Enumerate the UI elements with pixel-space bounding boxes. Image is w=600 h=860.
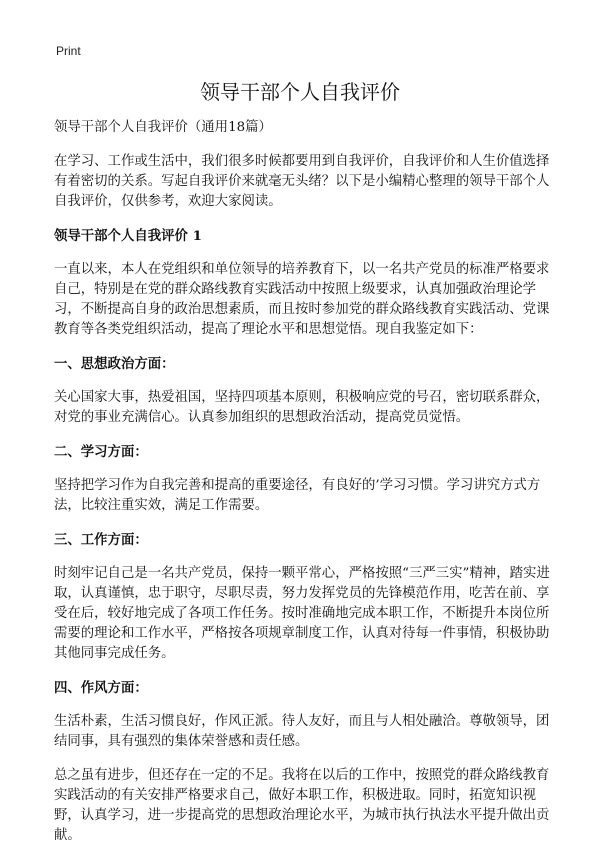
section-intro-paragraph: 一直以来，本人在党组织和单位领导的培养教育下，以一名共产党员的标准严格要求自己，特别是在党的群众路线教育实践活动中按照上级要求，认真加强政治理论学习，不断提高自身的政治思想素质，而且按时参加党的群众路线教育实践活动、党课教育等各类党组织活动，提高了理论水平和思想觉悟。现自我鉴定如下： bbox=[54, 262, 550, 337]
heading-style: 四、作风方面： bbox=[54, 680, 148, 696]
paragraph-summary: 总之虽有进步，但还存在一定的不足。我将在以后的工作中，按照党的群众路线教育实践活动的有关安排严格要求自己，做好本职工作，积极进取。同时，拓宽知识视野，认真学习，进一步提高党的思想政治理论水平，为城市执行执法水平提升做出贡献。 bbox=[54, 768, 550, 843]
page-title: 领导干部个人自我评价 bbox=[200, 80, 400, 104]
document-body bbox=[54, 118, 550, 860]
heading-politics: 一、思想政治方面： bbox=[54, 356, 175, 372]
paragraph-politics: 关心国家大事，热爱祖国，坚持四项基本原则，积极响应党的号召，密切联系群众，对党的事业充满信心。认真参加组织的思想政治活动，提高党员觉悟。 bbox=[54, 390, 550, 425]
heading-work: 三、工作方面： bbox=[54, 532, 148, 548]
intro-paragraph: 在学习、工作或生活中，我们很多时候都要用到自我评价，自我评价和人生价值选择有着密切的关系。写起自我评价来就毫无头绪？以下是小编精心整理的领导干部个人自我评价，仅供参考，欢迎大家阅读。 bbox=[54, 154, 550, 209]
heading-study: 二、学习方面： bbox=[54, 444, 148, 460]
paragraph-style: 生活朴素，生活习惯良好，作风正派。待人友好，而且与人相处融洽。尊敬领导，团结同事，具有强烈的集体荣誉感和责任感。 bbox=[54, 714, 550, 749]
section-title: 领导干部个人自我评价 1 bbox=[54, 228, 202, 244]
paragraph-study: 坚持把学习作为自我完善和提高的重要途径，有良好的’学习习惯。学习讲究方式方法，比较注重实效，满足工作需要。 bbox=[54, 478, 541, 513]
document-subtitle: 领导干部个人自我评价（通用18篇） bbox=[54, 120, 272, 135]
paragraph-work: 时刻牢记自己是一名共产党员，保持一颗平常心，严格按照“三严三实”精神，踏实进取，认真谨慎，忠于职守，尽职尽责，努力发挥党员的先锋模范作用，吃苦在前、享受在后，较好地完成了各项工作任务。按时准确地完成本职工作，不断提升本岗位所需要的理论和工作水平，严格按各项规章制度工作，认真对待每一件事情，积极协助其他同事完成任务。 bbox=[54, 566, 550, 661]
print-link[interactable]: Print bbox=[56, 44, 81, 58]
